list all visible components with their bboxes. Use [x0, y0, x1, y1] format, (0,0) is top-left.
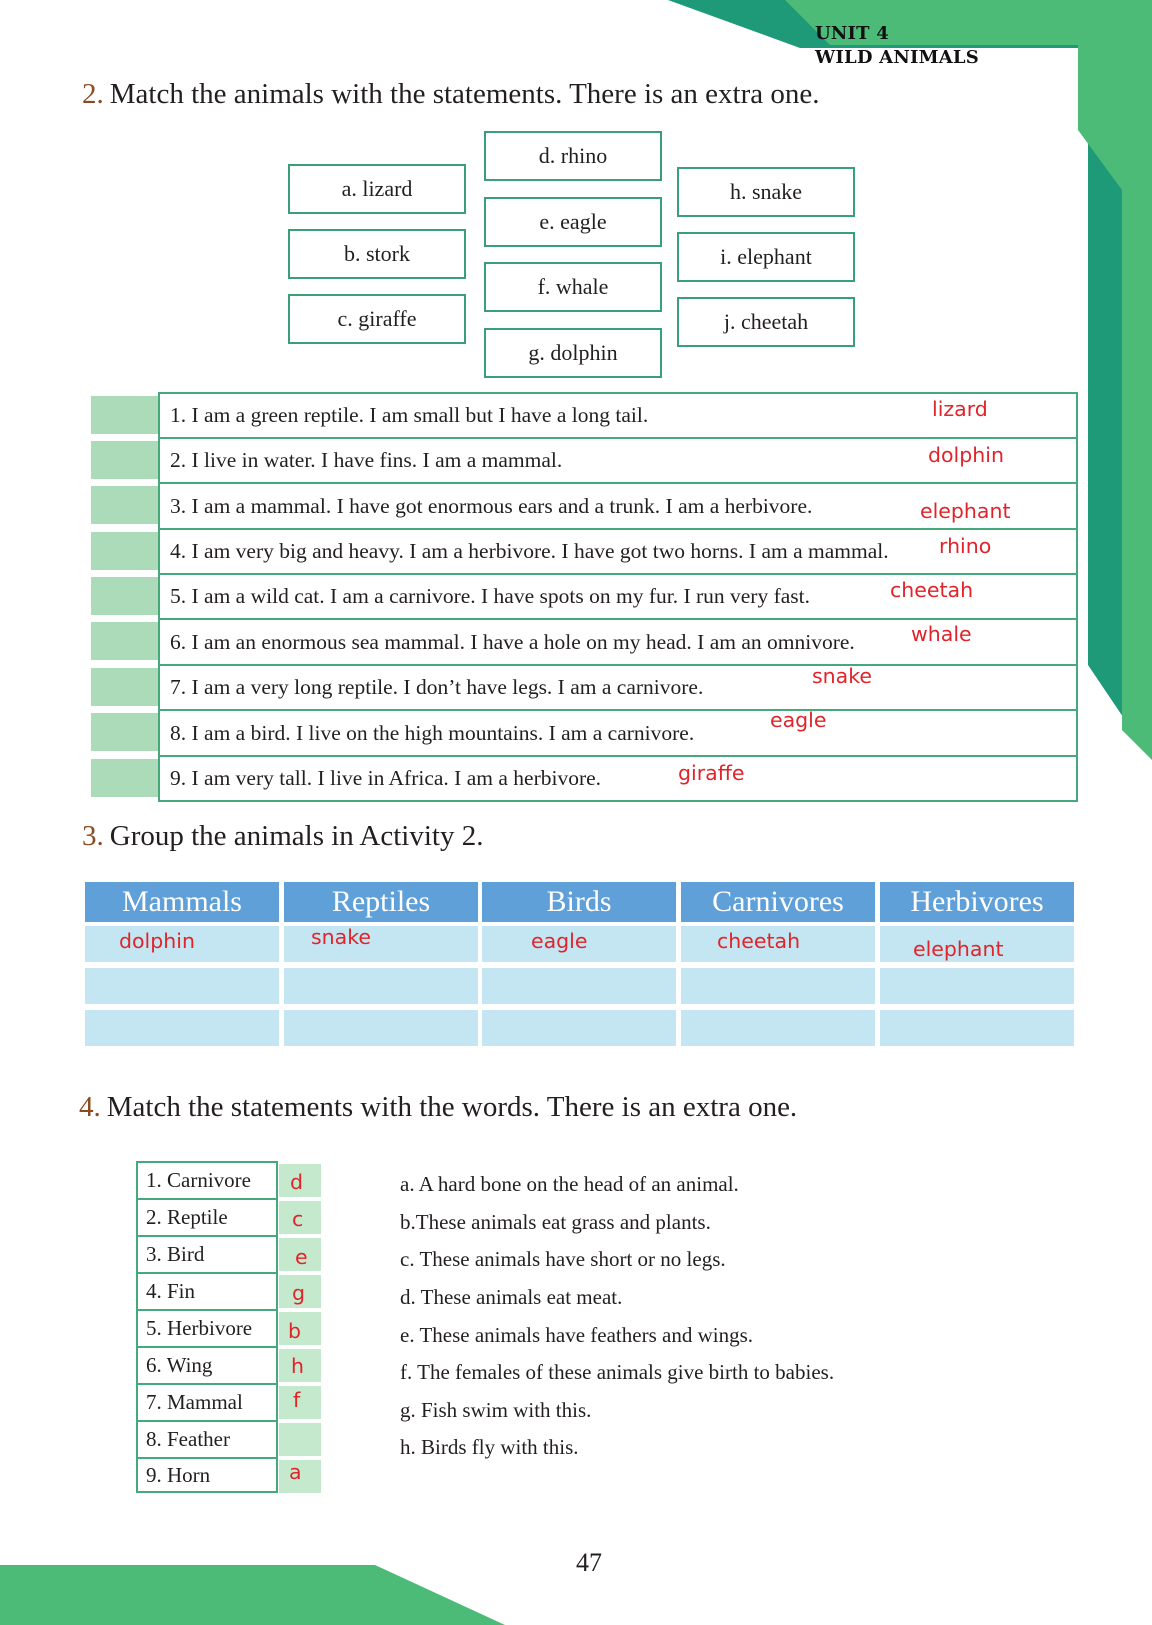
- group-cell: [880, 968, 1074, 1004]
- handwritten-answer: snake: [311, 925, 371, 949]
- definition: g. Fish swim with this.: [400, 1398, 592, 1422]
- statement-row: 7. I am a very long reptile. I don’t have legs. I am a carnivore.: [158, 664, 1078, 709]
- word-cell: 7. Mammal: [136, 1383, 278, 1420]
- group-cell: [85, 1010, 279, 1046]
- answer-tab: [91, 713, 158, 751]
- answer-tab: [91, 441, 158, 479]
- word-cell: 5. Herbivore: [136, 1309, 278, 1346]
- handwritten-answer: lizard: [932, 397, 988, 421]
- definition: e. These animals have feathers and wings.: [400, 1323, 753, 1347]
- word-cell: 2. Reptile: [136, 1198, 278, 1235]
- word-box: h. snake: [677, 167, 855, 217]
- handwritten-answer: h: [291, 1354, 304, 1378]
- definition: h. Birds fly with this.: [400, 1435, 579, 1459]
- group-header: Herbivores: [880, 882, 1074, 922]
- handwritten-answer: e: [295, 1245, 308, 1269]
- handwritten-answer: g: [292, 1281, 306, 1305]
- group-cell: [85, 968, 279, 1004]
- activity-3-heading: [82, 820, 483, 853]
- group-cell: [284, 1010, 478, 1046]
- group-cell: [482, 1010, 676, 1046]
- group-header: Mammals: [85, 882, 279, 922]
- word-box: e. eagle: [484, 197, 662, 247]
- activity-3-number: 3.: [82, 820, 104, 852]
- answer-tab: [91, 668, 158, 706]
- word-box: b. stork: [288, 229, 466, 279]
- statement-row: 9. I am very tall. I live in Africa. I am a herbivore.: [158, 755, 1078, 802]
- handwritten-answer: dolphin: [119, 929, 195, 953]
- group-cell: [880, 1010, 1074, 1046]
- handwritten-answer: b: [288, 1319, 302, 1343]
- activity-4-instruction: Match the statements with the words. There is an extra one.: [106, 1091, 798, 1123]
- handwritten-answer: cheetah: [717, 929, 801, 953]
- definition: d. These animals eat meat.: [400, 1285, 623, 1309]
- unit-header: [815, 22, 979, 70]
- answer-tab: [91, 759, 158, 797]
- activity-3-instruction: Group the animals in Activity 2.: [109, 820, 484, 852]
- page-number: 47: [576, 1548, 602, 1577]
- activity-2-number: 2.: [82, 78, 104, 110]
- answer-tab: [91, 396, 158, 434]
- word-cell: 9. Horn: [136, 1457, 278, 1493]
- handwritten-answer: snake: [812, 664, 872, 688]
- word-box: a. lizard: [288, 164, 466, 214]
- answer-tab: [91, 622, 158, 660]
- word-box: f. whale: [484, 262, 662, 312]
- word-cell: 4. Fin: [136, 1272, 278, 1309]
- handwritten-answer: dolphin: [928, 443, 1004, 467]
- answer-tab: [91, 486, 158, 524]
- handwritten-answer: elephant: [920, 499, 1011, 523]
- answer-tab: [91, 532, 158, 570]
- word-box: j. cheetah: [677, 297, 855, 347]
- handwritten-answer: whale: [911, 622, 972, 646]
- handwritten-answer: c: [292, 1207, 304, 1231]
- group-cell: [681, 968, 875, 1004]
- word-box: i. elephant: [677, 232, 855, 282]
- unit-title: WILD ANIMALS: [815, 47, 979, 68]
- handwritten-answer: d: [290, 1170, 304, 1194]
- handwritten-answer: giraffe: [678, 761, 745, 785]
- activity-2-heading: [82, 78, 820, 111]
- group-header: Reptiles: [284, 882, 478, 922]
- statement-row: 1. I am a green reptile. I am small but I have a long tail.: [158, 392, 1078, 437]
- handwritten-answer: elephant: [913, 937, 1004, 961]
- word-cell: 3. Bird: [136, 1235, 278, 1272]
- definition: f. The females of these animals give birth to babies.: [400, 1360, 835, 1384]
- statement-row: 5. I am a wild cat. I am a carnivore. I have spots on my fur. I run very fast.: [158, 573, 1078, 618]
- group-header: Birds: [482, 882, 676, 922]
- handwritten-answer: cheetah: [890, 578, 974, 602]
- word-box: d. rhino: [484, 131, 662, 181]
- unit-number: UNIT 4: [815, 23, 889, 44]
- word-box: c. giraffe: [288, 294, 466, 344]
- statement-row: 3. I am a mammal. I have got enormous ears and a trunk. I am a herbivore.: [158, 482, 1078, 528]
- group-cell: [681, 1010, 875, 1046]
- handwritten-answer: eagle: [770, 708, 827, 732]
- word-cell: 8. Feather: [136, 1420, 278, 1457]
- word-cell: 6. Wing: [136, 1346, 278, 1383]
- activity-4-heading: [79, 1091, 797, 1124]
- footer-band: [0, 1565, 505, 1625]
- answer-cell: [279, 1423, 321, 1456]
- activity-2-instruction: Match the animals with the statements. There is an extra one.: [109, 78, 820, 110]
- word-box: g. dolphin: [484, 328, 662, 378]
- group-header: Carnivores: [681, 882, 875, 922]
- group-cell: [482, 968, 676, 1004]
- statement-row: 8. I am a bird. I live on the high mountains. I am a carnivore.: [158, 709, 1078, 755]
- statement-row: 2. I live in water. I have fins. I am a mammal.: [158, 437, 1078, 482]
- answer-tab: [91, 577, 158, 615]
- statement-row: 6. I am an enormous sea mammal. I have a hole on my head. I am an omnivore.: [158, 618, 1078, 664]
- handwritten-answer: a: [289, 1460, 302, 1484]
- handwritten-answer: f: [293, 1388, 301, 1412]
- definition: a. A hard bone on the head of an animal.: [400, 1172, 739, 1196]
- group-cell: [284, 968, 478, 1004]
- definition: c. These animals have short or no legs.: [400, 1247, 726, 1271]
- word-cell: 1. Carnivore: [136, 1161, 278, 1198]
- handwritten-answer: eagle: [531, 929, 588, 953]
- activity-4-number: 4.: [79, 1091, 101, 1123]
- statement-row: 4. I am very big and heavy. I am a herbivore. I have got two horns. I am a mammal.: [158, 528, 1078, 573]
- handwritten-answer: rhino: [939, 534, 992, 558]
- definition: b.These animals eat grass and plants.: [400, 1210, 711, 1234]
